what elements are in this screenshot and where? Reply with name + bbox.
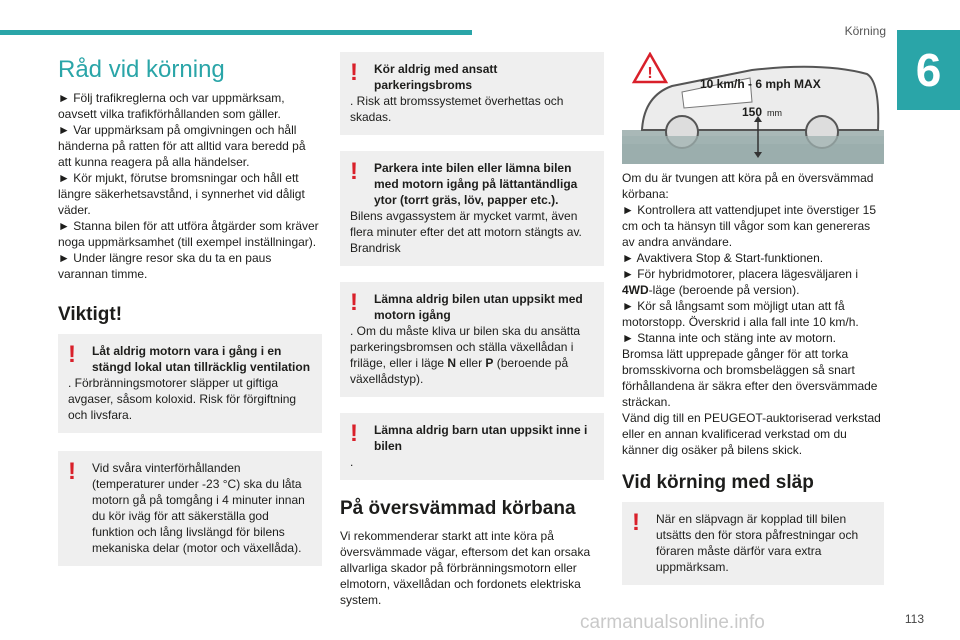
warning-bold: Låt aldrig motorn vara i gång i en stängd lokal utan tillräcklig ventilation: [92, 344, 311, 374]
warning-exclamation-icon: !: [632, 509, 640, 536]
car-in-water-image: [622, 52, 884, 164]
depth-value: 150: [742, 105, 763, 119]
section-label: Körning: [844, 24, 886, 38]
warning-text: . Risk att bromssystemet överhettas och skadas.: [350, 94, 564, 124]
warning-text: (beroende på växellådstyp).: [350, 356, 569, 386]
flooded-bullet: ► Avaktivera Stop & Start-funktionen.: [622, 251, 824, 265]
speed-label: 10 km/h - 6 mph MAX: [700, 77, 821, 91]
warning-exclamation-icon: !: [68, 341, 76, 368]
warning-exclamation-icon: !: [68, 458, 76, 485]
flooded-road-illustration: [622, 52, 884, 164]
gear-n: N: [447, 356, 457, 370]
flooded-road-heading: På översvämmad körbana: [340, 498, 576, 519]
warning-exclamation-icon: !: [350, 420, 358, 447]
warning-text: Bilens avgassystem är mycket varmt, även flera minuter efter det att motorn stängts av. Brandrisk: [350, 209, 582, 255]
column-1: [58, 52, 322, 566]
watermark: carmanualsonline.info: [580, 612, 765, 633]
towing-heading: Vid körning med släp: [622, 472, 814, 493]
mode-4wd: 4WD: [622, 283, 649, 297]
flooded-bullet-text: -läge (beroende på version).: [648, 283, 800, 297]
warning-box-flammable: [340, 151, 604, 266]
page-number: 113: [904, 612, 924, 626]
warning-box-winter: [58, 451, 322, 566]
section-title-driving-advice: Råd vid körning: [58, 56, 225, 83]
column-2: [340, 52, 604, 608]
warning-box-unattended-engine: [340, 282, 604, 397]
chapter-tab: 6: [897, 30, 960, 110]
advice-bullet: ► Var uppmärksam på omgivningen och håll händerna på ratten för att alltid vara beredd på att kunna reagera på alla händelser.: [58, 123, 306, 169]
flooded-bullet: ► Stanna inte och stäng inte av motorn.: [622, 331, 837, 345]
warning-text: Vid svåra vinterförhållanden (temperaturer under -23 °C) ska du låta motorn gå på tomgång i 4 minuter innan du kör iväg för att säkerställa god funktion och lång livslängd för bilens mekaniska delar (motor och växellåda).: [92, 461, 305, 555]
flooded-bullet: ► Kör så långsamt som möjligt utan att få motorstopp. Överskrid i alla fall inte 10 km/h.: [622, 299, 859, 329]
important-heading: Viktigt!: [58, 304, 123, 325]
advice-bullet: ► Stanna bilen för att utföra åtgärder som kräver noga uppmärksamhet (till exempel inställningar).: [58, 219, 319, 249]
flooded-road-text: Vi rekommenderar starkt att inte köra på översvämmade vägar, eftersom det kan orsaka allvarliga skador på förbränningsmotorn eller elmotorn, växellådan och fordonets elektriska system.: [340, 529, 591, 607]
flooded-bullet-text: ► För hybridmotorer, placera lägesväljaren i: [622, 267, 858, 281]
header-accent-bar: [0, 30, 472, 35]
warning-bold: Kör aldrig med ansatt parkeringsbroms: [374, 62, 498, 92]
warning-box-ventilation: [58, 334, 322, 433]
warning-exclamation-icon: !: [350, 158, 358, 185]
warning-box-children: [340, 413, 604, 480]
warning-bold: Lämna aldrig barn utan uppsikt inne i bilen: [374, 423, 588, 453]
warning-text: När en släpvagn är kopplad till bilen utsätts den för stora påfrestningar och föraren måste därför vara extra uppmärksam.: [656, 512, 859, 574]
flooded-intro: Om du är tvungen att köra på en översvämmad körbana:: [622, 171, 874, 201]
depth-unit: mm: [767, 108, 782, 118]
warning-box-parking-brake: [340, 52, 604, 135]
advice-bullet: ► Följ trafikreglerna och var uppmärksam, oavsett vilka trafikförhållanden som gäller.: [58, 91, 285, 121]
warning-bold: Lämna aldrig bilen utan uppsikt med motorn igång: [374, 292, 583, 322]
warning-text: eller: [456, 356, 486, 370]
svg-text:!: !: [647, 65, 653, 82]
flooded-bullet: [622, 266, 884, 298]
flooded-after-text: Bromsa lätt upprepade gånger för att torka bromsskivorna och bromsbeläggen så snart förhållandena är säkra efter den översvämmade sträckan.: [622, 347, 878, 409]
warning-text: .: [350, 455, 354, 469]
warning-exclamation-icon: !: [350, 289, 358, 316]
warning-exclamation-icon: !: [350, 59, 358, 86]
warning-box-towing: [622, 502, 884, 585]
warning-text: . Förbränningsmotorer släpper ut giftiga avgaser, såsom koloxid. Risk för förgiftning och livsfara.: [68, 376, 297, 422]
column-3: [622, 52, 884, 585]
flooded-bullet: ► Kontrollera att vattendjupet inte överstiger 15 cm och ta hänsyn till vågor som kan genereras av andra användare.: [622, 203, 877, 249]
warning-text: . Om du måste kliva ur bilen ska du ansätta parkeringsbromsen och ställa växellådan i friläge, eller i läge: [350, 324, 581, 370]
gear-p: P: [485, 356, 494, 370]
advice-bullet: ► Under längre resor ska du ta en paus varannan timme.: [58, 251, 272, 281]
flooded-after-text: Vänd dig till en PEUGEOT-auktoriserad verkstad eller en annan kvalificerad verkstad om du känner dig osäker på bilens skick.: [622, 411, 881, 457]
warning-bold: Parkera inte bilen eller lämna bilen med motorn igång på lättantändliga ytor (torrt gräs, löv, papper etc.).: [374, 161, 578, 207]
advice-bullet: ► Kör mjukt, förutse bromsningar och håll ett längre säkerhetsavstånd, i synnerhet vid dåligt väder.: [58, 171, 305, 217]
